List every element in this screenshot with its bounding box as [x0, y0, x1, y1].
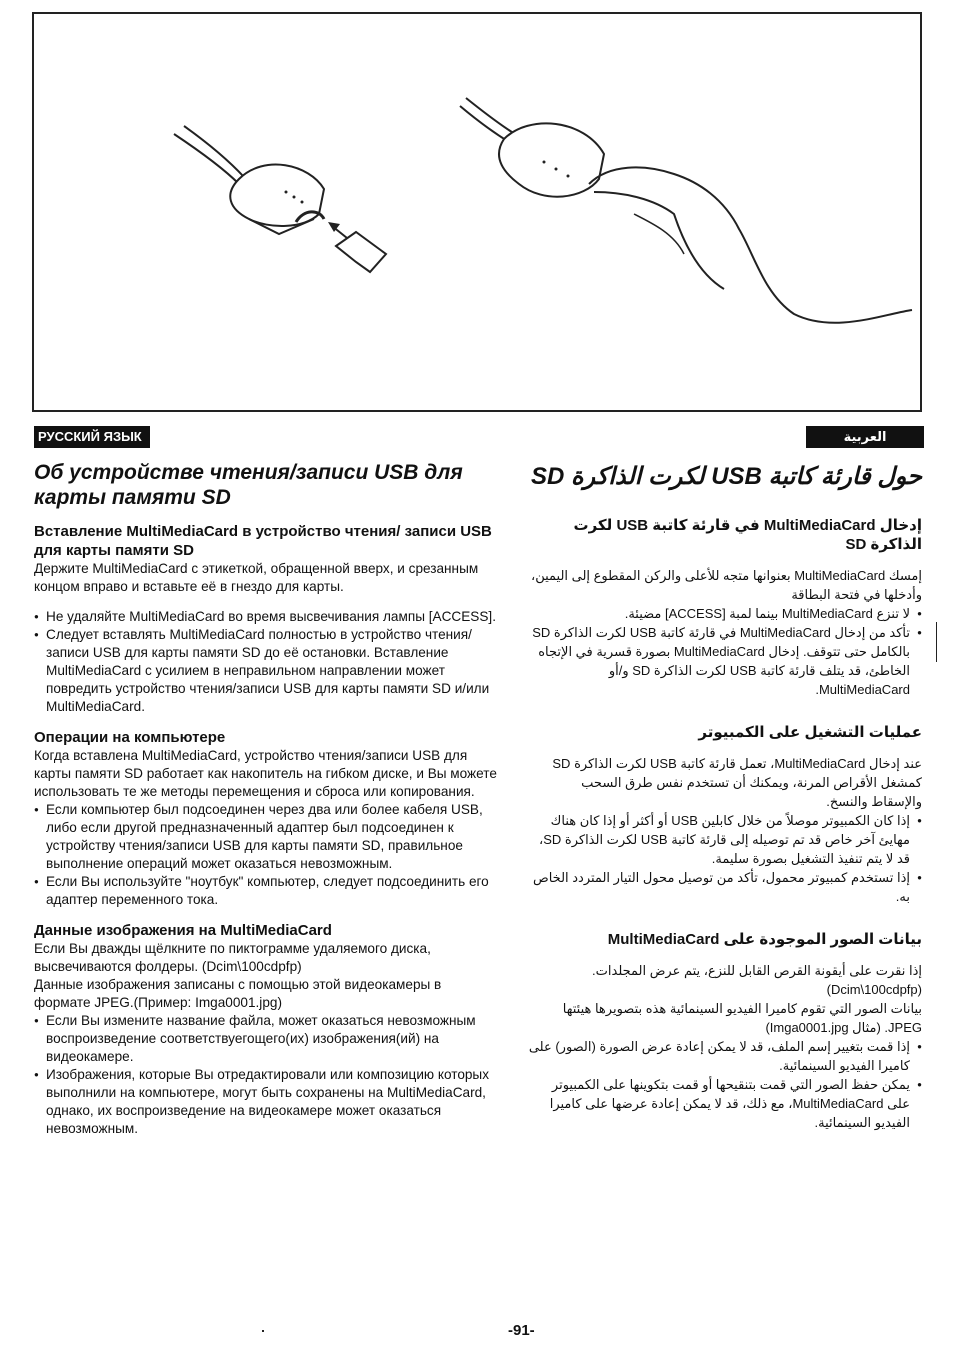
russian-column [34, 460, 500, 1138]
ru-insert-bullet: ● Следует вставлять MultiMediaCard полностью в устройство чтения/записи USB для карты памяти SD до её остановки. Вставление MultiMediaCard с усилием в неправильном направлении может повредить устройство чтения/записи USB для карты памяти SD и/или MultiMediaCard. [34, 626, 500, 716]
ru-title: Об устройстве чтения/записи USB для карты памяти SD [34, 461, 463, 509]
ru-heading-computer: Операции на компьютере [34, 729, 226, 746]
card-insertion-illustration [34, 14, 920, 410]
ar-title: حول قارئة كاتبة USB لكرت الذاكرة SD [530, 463, 922, 490]
ar-insert-bullet: ● تأكد من إدخال MultiMediaCard في قارئة كاتبة USB لكرت الذاكرة SD بالكامل حتى تتوقف. إدخال MultiMediaCard بصورة قسرية في الإتجاه الخاطئ، قد يتلف قارئة كاتبة USB لكرت الذاكرة SD و/أو MultiMediaCard. [528, 623, 922, 699]
ru-image-paragraph: Данные изображения записаны с помощью этой видеокамеры в формате JPEG.(Пример: Imga0001.jpg) [34, 977, 442, 1010]
ar-heading-image-data: بيانات الصور الموجودة على MultiMediaCard [607, 931, 922, 948]
ar-image-bullet: ● يمكن حفظ الصور التي قمت بتنقيحها أو قمت بتكوينها على الكمبيوتر على MultiMediaCard، مع ذلك، قد لا يمكن إعادة عرضها على كاميرا الفيديو السينمائية. [528, 1075, 922, 1132]
ru-image-bullet: ● Изображения, которые Вы отредактировали или композицию которых выполнили на компьютере, могут быть сохранены на MultiMediaCard, однако, их воспроизведение на видеокамере может оказаться невозможным. [34, 1066, 500, 1138]
illustration-frame [32, 12, 922, 412]
ru-computer-paragraph: Когда вставлена MultiMediaCard, устройство чтения/записи USB для карты памяти SD работает как накопитель на гибком диске, и Вы можете использовать те же методы перемещения и сброса или копирования. [34, 748, 497, 799]
ru-computer-bullet: ● Если Вы используйте "ноутбук" компьютер, следует подсоединить его адаптер переменного тока. [34, 873, 500, 909]
ar-computer-paragraph: عند إدخال MultiMediaCard، تعمل قارئة كاتبة USB لكرت الذاكرة SD كمشغل الأقراص المرنة، ويمكنك أن تستخدم نفس طرق السحب والإسقاط والنسخ. [552, 756, 922, 809]
ru-image-paragraph: Если Вы дважды щёлкните по пиктограмме удаляемого диска, высвечиваются фолдеры. (Dcim\100cdpfp) [34, 941, 431, 974]
ar-heading-insert: إدخال MultiMediaCard في قارئة كاتبة USB لكرت الذاكرة SD [573, 517, 922, 553]
ru-heading-insert: Вставление MultiMediaCard в устройство чтения/ записи USB для карты памяти SD [34, 523, 492, 559]
reader-left [230, 165, 324, 226]
ar-image-bullet: ● إذا قمت بتغيير إسم الملف، قد لا يمكن إعادة عرض الصورة (الصور) على كاميرا الفيديو السينمائية. [528, 1037, 922, 1075]
speck [262, 1330, 264, 1332]
ar-computer-bullet: ● إذا كان الكمبيوتر موصلاً من خلال كابلين USB أو أكثر أو إذا كان هناك مهايئ آخر خاص قد تم توصيله إلى قارئة كاتبة USB لكرت الذاكرة SD، قد لا يتم تنفيذ التشغيل بصورة سليمة. [528, 811, 922, 868]
ar-insert-bullet: ● لا تنزع MultiMediaCard بينما لمبة [ACCESS] مضيئة. [528, 604, 922, 623]
ar-image-paragraph: بيانات الصور التي تقوم كاميرا الفيديو السينمائية هذه بتصويرها هيئتها JPEG. (مثال Imga0001.jpg) [562, 1001, 922, 1035]
cable-left [174, 134, 239, 184]
arabic-column [528, 462, 922, 1132]
hand [589, 167, 912, 322]
ru-insert-paragraph: Держите MultiMediaCard с этикеткой, обращенной вверх, и срезанным концом вправо и вставьте её в гнездо для карты. [34, 561, 479, 594]
ar-computer-bullet: ● إذا تستخدم كمبيوتر محمول، تأكد من توصيل محول التيار المتردد الخاص به. [528, 868, 922, 906]
ar-image-paragraph: إذا نقرت على أيقونة القرص القابل للنزع، يتم عرض المجلدات. (Dcim\100cdpfp) [592, 963, 922, 997]
ar-insert-paragraph: إمسك MultiMediaCard بعنوانها متجه للأعلى والركن المقطوع إلى اليمين، وأدخلها في فتحة البطاقة [531, 568, 922, 602]
ru-image-bullet: ● Если Вы измените название файла, может оказаться невозможным воспроизведение соответствуегощего(их) изображения(ий) на видеокамере. [34, 1012, 500, 1066]
reader-right [499, 123, 604, 196]
ar-heading-computer: عمليات التشغيل على الكمبيوتر [698, 724, 922, 741]
margin-mark [936, 622, 937, 662]
lang-label-russian: РУССКИЙ ЯЗЫК [34, 426, 150, 448]
ru-computer-bullet: ● Если компьютер был подсоединен через два или более кабеля USB, либо если другой предназначенный адаптер был подсоединен к устройству чтения/записи USB для карты памяти SD, правильное выполнение операций может оказаться невозможным. [34, 801, 500, 873]
ru-insert-bullet: ● Не удаляйте MultiMediaCard во время высвечивания лампы [ACCESS]. [34, 608, 500, 626]
lang-label-arabic: العربية [806, 426, 924, 448]
sd-card [336, 232, 386, 272]
ru-heading-image-data: Данные изображения на MultiMediaCard [34, 922, 332, 939]
page-number: -91- [508, 1322, 535, 1339]
